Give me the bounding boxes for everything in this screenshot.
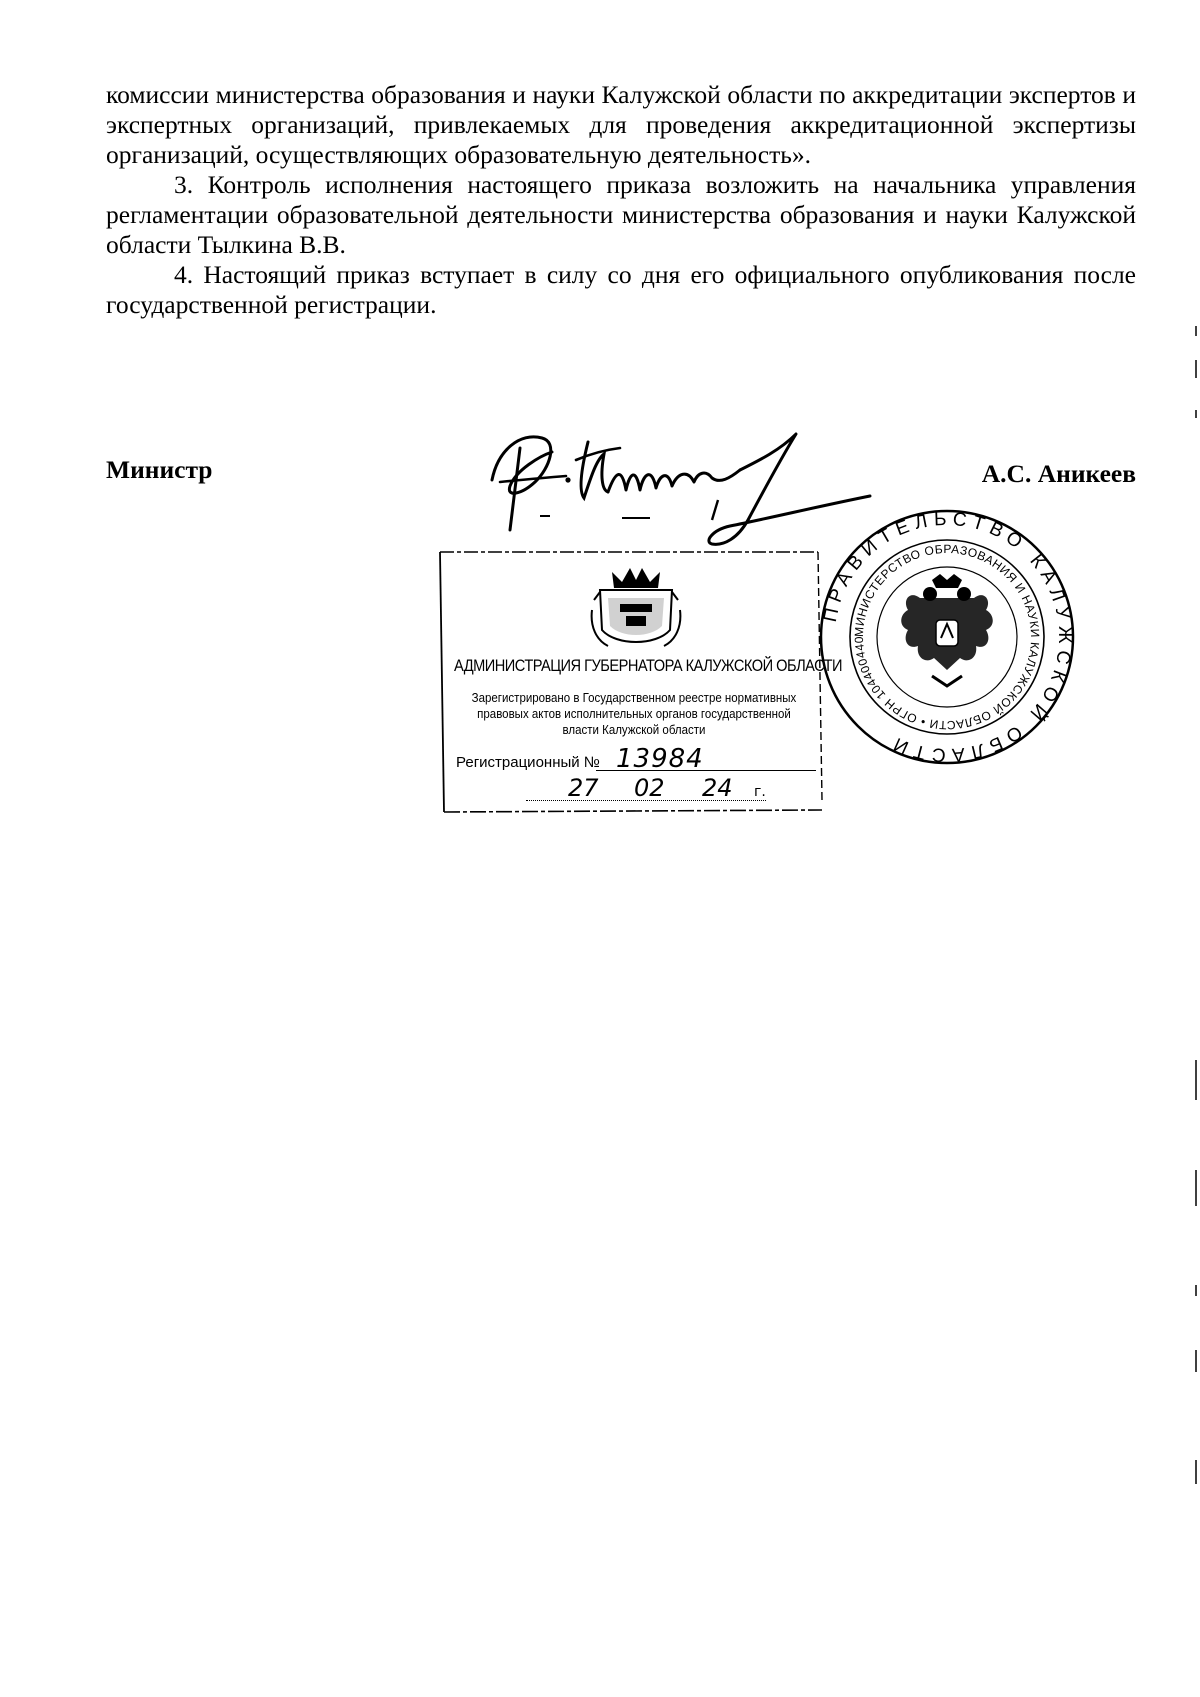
registration-number-label: Регистрационный № [456, 754, 600, 771]
seal-outer-text: ПРАВИТЕЛЬСТВО КАЛУЖСКОЙ ОБЛАСТИ [819, 508, 1076, 766]
document-body [106, 80, 1136, 320]
seal-inner-text: МИНИСТЕРСТВО ОБРАЗОВАНИЯ И НАУКИ КАЛУЖСКОЙ ОБЛАСТИ • ОГРН 104400440 [851, 541, 1043, 733]
registration-date-day: 27 [568, 774, 599, 802]
paragraph-item-4: 4. Настоящий приказ вступает в силу со дня его официального опубликования после государственной регистрации. [106, 260, 1136, 319]
registration-number-row [456, 744, 816, 774]
registration-date-suffix: г. [754, 784, 766, 800]
signatory-name: А.С. Аникеев [981, 459, 1136, 488]
eagle-emblem-icon [901, 574, 993, 686]
registration-date-year: 24 [702, 774, 733, 802]
regional-coat-of-arms [586, 560, 686, 652]
scan-margin-marks [1180, 0, 1200, 1697]
registration-number-value: 13984 [616, 744, 704, 774]
registration-date-month: 02 [634, 774, 665, 802]
registration-date-row [456, 774, 816, 804]
paragraph-continuation: комиссии министерства образования и науки Калужской области по аккредитации экспертов и экспертных организаций, привлекаемых для проведения аккредитационной экспертизы организаций, осуществляющих образовательную деятельность». [106, 80, 1136, 169]
registration-stamp-note: Зарегистрировано в Государственном реестре нормативных правовых актов исполнительных органов государственной власти Калужской области [471, 691, 797, 737]
registration-stamp-title: АДМИНИСТРАЦИЯ ГУБЕРНАТОРА КАЛУЖСКОЙ ОБЛАСТИ [454, 656, 843, 675]
registration-stamp [438, 550, 843, 820]
official-round-seal [818, 508, 1076, 766]
paragraph-item-3: 3. Контроль исполнения настоящего приказа возложить на начальника управления регламентации образовательной деятельности министерства образования и науки Калужской области Тылкина В.В. [106, 170, 1136, 259]
signatory-position: Министр [106, 455, 213, 484]
